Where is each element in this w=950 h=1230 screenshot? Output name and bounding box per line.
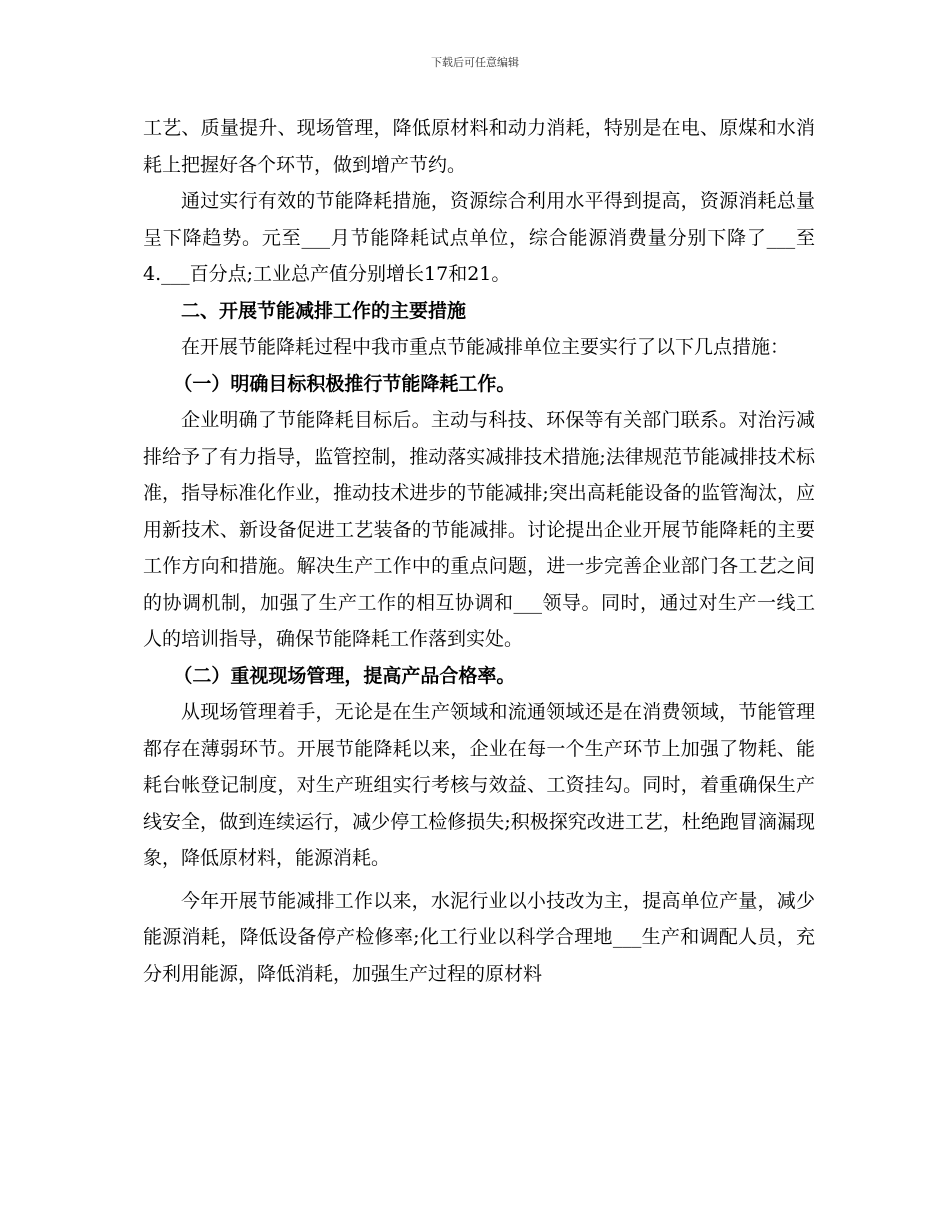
- subsection-heading-1: （一）明确目标积极推行节能降耗工作。: [173, 372, 516, 395]
- subsection-heading-2: （二）重视现场管理，提高产品合格率。: [173, 664, 516, 687]
- paragraph-industry: 今年开展节能减排工作以来，水泥行业以小技改为主，提高单位产量，减少能源消耗，降低设备停产检修率;化工行业以科学合理地___生产和调配人员，充分利用能源，降低消耗，加强生产过程的原材料: [143, 889, 815, 985]
- paragraph-site-management: 从现场管理着手，无论是在生产领域和流通领域还是在消费领域，节能管理都存在薄弱环节。开展节能降耗以来，企业在每一个生产环节上加强了物耗、能耗台帐登记制度，对生产班组实行考核与效益、工资挂勾。同时，着重确保生产线安全，做到连续运行，减少停工检修损失;积极探究改进工艺，杜绝跑冒滴漏现象，降低原材料，能源消耗。: [143, 701, 815, 869]
- section-heading: 二、开展节能减排工作的主要措施: [181, 299, 467, 322]
- document-body: [143, 110, 815, 992]
- page-header: 下载后可任意编辑: [431, 56, 519, 69]
- paragraph-intro-measures: 在开展节能降耗过程中我市重点节能减排单位主要实行了以下几点措施：: [181, 336, 790, 358]
- paragraph-results: 通过实行有效的节能降耗措施，资源综合利用水平得到提高，资源消耗总量呈下降趋势。元至___月节能降耗试点单位，综合能源消费量分别下降了___至4.___百分点;工业总产值分别增长17和21。: [143, 190, 815, 285]
- paragraph-continuation: 工艺、质量提升、现场管理，降低原材料和动力消耗，特别是在电、原煤和水消耗上把握好各个环节，做到增产节约。: [143, 117, 815, 176]
- paragraph-targets: 企业明确了节能降耗目标后。主动与科技、环保等有关部门联系。对治污减排给予了有力指导，监管控制，推动落实减排技术措施;法律规范节能减排技术标准，指导标准化作业，推动技术进步的节能减排;突出高耗能设备的监管淘汰，应用新技术、新设备促进工艺装备的节能减排。讨论提出企业开展节能降耗的主要工作方向和措施。解决生产工作中的重点问题，进一步完善企业部门各工艺之间的协调机制，加强了生产工作的相互协调和___领导。同时，通过对生产一线工人的培训指导，确保节能降耗工作落到实处。: [143, 409, 815, 650]
